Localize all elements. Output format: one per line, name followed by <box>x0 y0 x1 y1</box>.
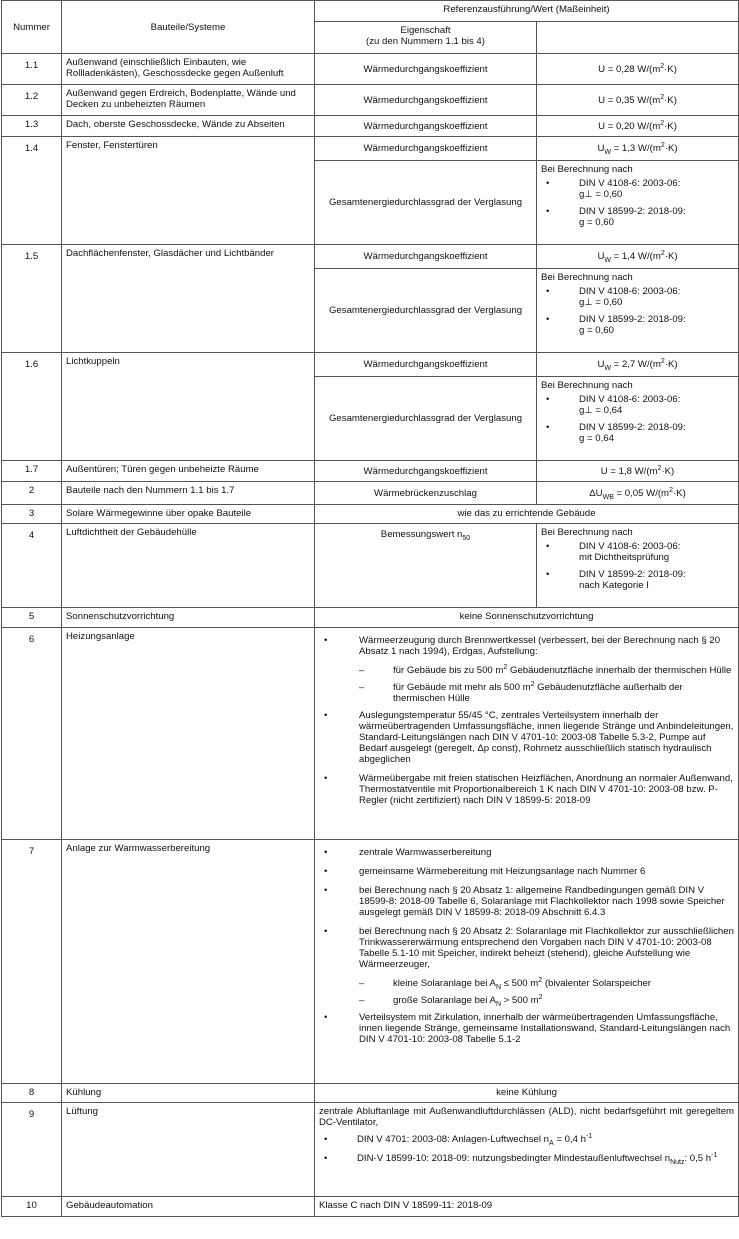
table-row <box>2 840 739 1084</box>
row-number: 1.3 <box>2 116 62 137</box>
row-description: Solare Wärmegewinne über opake Bauteile <box>62 505 315 524</box>
row-description: Außenwand (einschließlich Einbauten, wie Rollladenkästen), Geschossdecke gegen Außenluft <box>62 54 315 85</box>
row-description: Außenwand gegen Erdreich, Bodenplatte, Wände und Decken zu unbeheizten Räumen <box>62 85 315 116</box>
row-number: 5 <box>2 608 62 628</box>
row-description: Kühlung <box>62 1084 315 1103</box>
row-value-list <box>537 524 739 608</box>
row-value-list <box>537 161 739 245</box>
list-item: – für Gebäude mit mehr als 500 $m^2$ Gebäudenutzfläche außerhalb der thermischen Hülle <box>319 682 734 704</box>
row-value: keine Sonnenschutzvorrichtung <box>315 608 739 628</box>
table-row <box>2 1197 739 1217</box>
header-eigenschaft-sub: (zu den Nummern 1.1 bis 4) <box>366 36 485 47</box>
table-row <box>2 245 739 269</box>
row-value-list <box>315 628 739 840</box>
list-item: • Wärmeerzeugung durch Brennwertkessel (verbessert, bei der Berechnung nach § 20 Absatz 1 nach 1994), Erdgas, Aufstellung: <box>319 635 734 657</box>
row-property: Wärmedurchgangskoeffizient <box>315 461 537 482</box>
table-row <box>2 54 739 85</box>
table-row <box>2 137 739 161</box>
table-row <box>2 524 739 608</box>
header-value-cell <box>537 22 739 54</box>
list-item: • DIN V 4108-6: 2003-06: mit Dichtheitsprüfung <box>541 541 734 563</box>
table-row <box>2 482 739 505</box>
row-property: Wärmedurchgangskoeffizient <box>315 353 537 377</box>
list-item: – kleine Solaranlage bei $A_N \le 500$ $m^2$ (bivalenter Solarspeicher <box>319 978 734 989</box>
row-value: $U_W = 2,7$ $W/(m^2\cdot K)$ <box>537 353 739 377</box>
row-description: Anlage zur Warmwasserbereitung <box>62 840 315 1084</box>
table-row <box>2 1084 739 1103</box>
list-item: • DIN V 18599-2: 2018-09: g = 0,64 <box>541 422 734 444</box>
row-number: 3 <box>2 505 62 524</box>
row-number: 10 <box>2 1197 62 1217</box>
list-item: • Wärmeübergabe mit freien statischen Heizflächen, Anordnung an normaler Außenwand, Thermostatventile mit Proportionalbereich 1 K nach DIN V 4701-10: 2003-08 bzw. P-Regler (nicht zertifiziert) nach DIN V 18599-5: 2018-09 <box>319 773 734 806</box>
list-item: – für Gebäude bis zu 500 $m^2$ Gebäudenutzfläche innerhalb der thermischen Hülle <box>319 665 734 676</box>
row-description: Gebäudeautomation <box>62 1197 315 1217</box>
row-property: Wärmedurchgangskoeffizient <box>315 54 537 85</box>
row-value-list <box>537 269 739 353</box>
row-description: Luftdichtheit der Gebäudehülle <box>62 524 315 608</box>
row-number: 7 <box>2 840 62 1084</box>
row-description: Sonnenschutzvorrichtung <box>62 608 315 628</box>
table-row <box>2 85 739 116</box>
row-description: Heizungsanlage <box>62 628 315 840</box>
row-value: keine Kühlung <box>315 1084 739 1103</box>
header-referenz: Referenzausführung/Wert (Maßeinheit) <box>315 1 739 22</box>
list-item: • zentrale Warmwasserbereitung <box>319 847 734 858</box>
row-number: 1.1 <box>2 54 62 85</box>
header-eigenschaft <box>315 22 537 54</box>
list-item: • DIN V 18599-2: 2018-09: g = 0,60 <box>541 314 734 336</box>
row-property: Wärmedurchgangskoeffizient <box>315 137 537 161</box>
list-item: • Verteilsystem mit Zirkulation, innerhalb der wärmeübertragenden Umfassungsfläche, innen liegende Stränge, gemeinsame Installationswand, Standard-Leitungslängen nach DIN V 4701-10: 2003-08 Tabelle 5.1-2 <box>319 1012 734 1045</box>
row-description: Fenster, Fenstertüren <box>62 137 315 245</box>
list-item: • DIN V 18599-2: 2018-09: g = 0,60 <box>541 206 734 228</box>
table-row <box>2 505 739 524</box>
row-description: Außentüren; Türen gegen unbeheizte Räume <box>62 461 315 482</box>
row-description: Lüftung <box>62 1103 315 1197</box>
list-item: • DIN V 18599-2: 2018-09: nach Kategorie I <box>541 569 734 591</box>
row-description: Dachflächenfenster, Glasdächer und Lichtbänder <box>62 245 315 353</box>
header-nummer: Nummer <box>2 1 62 54</box>
row-value: $U_W = 1,4$ $W/(m^2\cdot K)$ <box>537 245 739 269</box>
row-number: 9 <box>2 1103 62 1197</box>
row-property: Wärmedurchgangskoeffizient <box>315 85 537 116</box>
row-value: U = 1,8 $W/(m^2\cdot K)$ <box>537 461 739 482</box>
row-property-glazing: Gesamtenergiedurchlassgrad der Verglasung <box>315 377 537 461</box>
calc-intro: Bei Berechnung nach <box>541 164 633 175</box>
row-property-glazing: Gesamtenergiedurchlassgrad der Verglasung <box>315 161 537 245</box>
row-value: $U_W = 1,3$ $W/(m^2\cdot K)$ <box>537 137 739 161</box>
row-number: 6 <box>2 628 62 840</box>
row-value: $\Delta U_{WB} = 0,05$ $W/(m^2\cdot K)$ <box>537 482 739 505</box>
row-value: wie das zu errichtende Gebäude <box>315 505 739 524</box>
reference-table <box>1 0 739 1217</box>
row-property: Wärmebrückenzuschlag <box>315 482 537 505</box>
ventilation-intro: zentrale Abluftanlage mit Außenwandluftdurchlässen (ALD), nicht bedarfsgeführt mit geregeltem DC-Ventilator, <box>319 1106 735 1128</box>
row-number: 1.6 <box>2 353 62 461</box>
table-row <box>2 461 739 482</box>
calc-intro: Bei Berechnung nach <box>541 272 633 283</box>
list-item: • Auslegungstemperatur 55/45 °C, zentrales Verteilsystem innerhalb der wärmeübertragenden Umfassungsfläche, innen liegende Stränge und Anbindeleitungen, Standard-Leitungslängen nach DIN V 4701-10: 2003-08 Tabelle 5.3-2, Pumpe auf Bedarf ausgelegt (geregelt, Δp const), Rohrnetz ausschließlich statisch hydraulisch abgeglichen <box>319 710 734 765</box>
list-item: • DIN-V 18599-10: 2018-09: nutzungsbedingter Mindestaußenluftwechsel $n_{Nutz}$: 0,5 $h^{-1}$ <box>319 1153 734 1164</box>
row-description: Lichtkuppeln <box>62 353 315 461</box>
row-value: U = 0,35 $W/(m^2\cdot K)$ <box>537 85 739 116</box>
row-number: 1.7 <box>2 461 62 482</box>
row-description: Bauteile nach den Nummern 1.1 bis 1.7 <box>62 482 315 505</box>
row-property: Wärmedurchgangskoeffizient <box>315 245 537 269</box>
row-value: U = 0,20 $W/(m^2\cdot K)$ <box>537 116 739 137</box>
header-bauteile: Bauteile/Systeme <box>62 1 315 54</box>
list-item: • DIN V 4108-6: 2003-06: g⊥ = 0,60 <box>541 178 734 200</box>
list-item: – große Solaranlage bei $A_N > 500$ $m^2$ <box>319 995 734 1006</box>
list-item: • bei Berechnung nach § 20 Absatz 1: allgemeine Randbedingungen gemäß DIN V 18599-8: 2018-09 Tabelle 6, Solaranlage mit Flachkollektor nach 1998 sowie Speicher ausgelegt gemäß DIN V 18599-8: 2018-09 Abschnitt 6.4.3 <box>319 885 734 918</box>
row-value: Klasse C nach DIN V 18599-11: 2018-09 <box>315 1197 739 1217</box>
row-number: 2 <box>2 482 62 505</box>
table-row <box>2 1103 739 1197</box>
table-row <box>2 608 739 628</box>
row-value-list <box>315 840 739 1084</box>
list-item: • DIN V 4108-6: 2003-06: g⊥ = 0,64 <box>541 394 734 416</box>
row-property: Wärmedurchgangskoeffizient <box>315 116 537 137</box>
row-number: 1.4 <box>2 137 62 245</box>
header-eigenschaft-label: Eigenschaft <box>400 25 451 36</box>
calc-intro: Bei Berechnung nach <box>541 527 633 538</box>
row-property: Bemessungswert $n_{50}$ <box>315 524 537 608</box>
row-number: 1.5 <box>2 245 62 353</box>
row-number: 1.2 <box>2 85 62 116</box>
calc-intro: Bei Berechnung nach <box>541 380 633 391</box>
list-item: • DIN V 4701: 2003-08: Anlagen-Luftwechsel $n_A = 0,4$ $h^{-1}$ <box>319 1134 734 1145</box>
list-item: • gemeinsame Wärmebereitung mit Heizungsanlage nach Nummer 6 <box>319 866 734 877</box>
row-number: 4 <box>2 524 62 608</box>
row-number: 8 <box>2 1084 62 1103</box>
list-item: • DIN V 4108-6: 2003-06: g⊥ = 0,60 <box>541 286 734 308</box>
table-row <box>2 353 739 377</box>
table-row <box>2 116 739 137</box>
row-value-list <box>537 377 739 461</box>
table-row <box>2 628 739 840</box>
row-description: Dach, oberste Geschossdecke, Wände zu Abseiten <box>62 116 315 137</box>
row-value: U = 0,28 $W/(m^2\cdot K)$ <box>537 54 739 85</box>
row-value-list <box>315 1103 739 1197</box>
row-property-glazing: Gesamtenergiedurchlassgrad der Verglasung <box>315 269 537 353</box>
list-item: • bei Berechnung nach § 20 Absatz 2: Solaranlage mit Flachkollektor zur ausschließlichen Trinkwassererwärmung entsprechend den Vorgaben nach DIN V 4701-10: 2003-08 Tabelle 5.1-10 mit Speicher, indirekt beheizt (stehend), gleiche Aufstellung wie Wärmeerzeuger, <box>319 926 734 970</box>
